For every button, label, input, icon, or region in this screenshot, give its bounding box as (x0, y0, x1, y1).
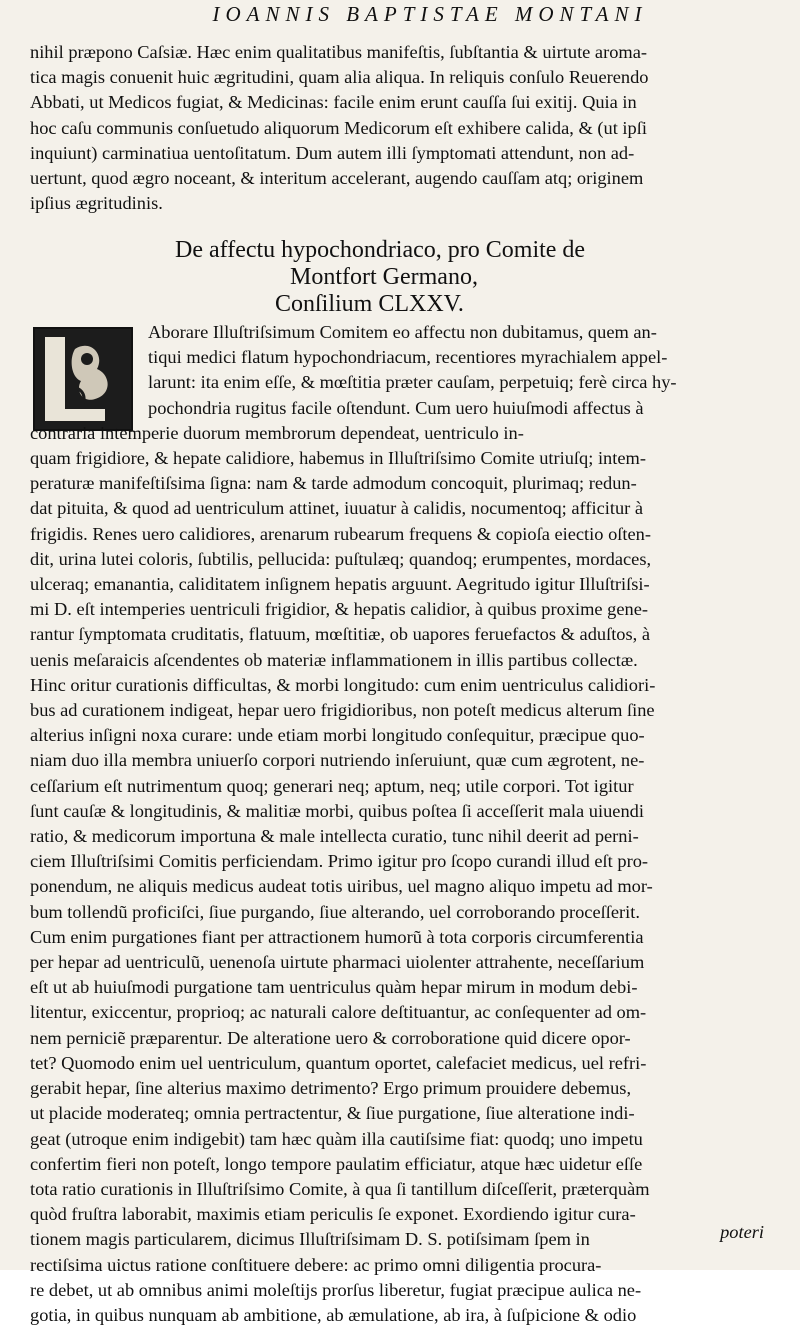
text-line: litentur, exiccentur, proprioq; ac naturali calore deſtituantur, ac conſequenter ad om- (30, 1002, 647, 1023)
text-line: dat pituita, & quod ad uentriculum attinet, iuuatur à calidis, nocumentoq; afficitur à (30, 498, 644, 519)
text-line: tota ratio curationis in Illuſtriſsimo Comite, à qua ſi tantillum diſceſſerit, præterquàm (30, 1178, 650, 1199)
text-line: uertunt, quod ægro noceant, & interitum accelerant, augendo cauſſam atq; originem (30, 168, 644, 189)
text-line: larunt: ita enim eſſe, & mœſtitia præter cauſam, perpetuiq; ferè circa hy- (148, 372, 677, 393)
text-line: ut placide moderateq; omnia pertractentur, & ſiue purgatione, ſiue alteratione indi- (30, 1103, 635, 1124)
text-line: re debet, ut ab omnibus animi moleſtijs prorſus liberetur, fugiat præcipue aulica ne- (30, 1279, 642, 1300)
text-line: dit, urina lutei coloris, ſubtilis, pellucida: puſtulæq; quandoq; erumpentes, mordaces, (30, 548, 652, 569)
text-line: tionem magis particularem, dicimus Illuſtriſsimam D. S. potiſsimam ſpem in (30, 1229, 590, 1250)
text-line: ulceraq; emanantia, caliditatem inſignem hepatis arguunt. Aegritudo igitur Illuſtriſsi- (30, 574, 650, 595)
text-line: rectiſsima uictus ratione conſtituere debere: ac primo omni diligentia procura- (30, 1254, 602, 1275)
paragraph-consilium-text (30, 320, 770, 1328)
text-line: frigidis. Renes uero calidiores, arenarum rubearum frequens & copioſa eiectio oſten- (30, 523, 651, 544)
text-line: tet? Quomodo enim uel uentriculum, quantum oportet, calefaciet medicus, uel refri- (30, 1052, 647, 1073)
text-line: ipſius ægritudinis. (30, 193, 163, 214)
text-line: Aborare Illuſtriſsimum Comitem eo affectu non dubitamus, quem an- (148, 322, 657, 342)
text-line: uenis meſaraicis aſcendentes ob materiæ inflammationem in illis partibus collectæ. (30, 649, 638, 670)
text-line: ponendum, ne aliquis medicus audeat totis uiribus, uel magno aliquo impetu ad mor- (30, 876, 653, 897)
text-line: Abbati, ut Medicos fugiat, & Medicinas: facile enim erunt cauſſa ſui exitij. Quia in (30, 92, 637, 113)
text-line: ciem Illuſtriſsimi Comitis perficiendam. Primo igitur pro ſcopo curandi illud eſt pro- (30, 851, 649, 872)
paragraph-previous-consilium (30, 40, 765, 216)
text-line: nihil præpono Caſsiæ. Hæc enim qualitatibus manifeſtis, ſubſtantia & uirtute aroma- (30, 42, 648, 62)
text-line: hoc caſu communis conſuetudo aliquorum Medicorum eſt exhibere calida, & (ut ipſi (30, 117, 647, 138)
text-line: ſunt cauſæ & longitudinis, & malitiæ morbi, quibus poſtea ſi acceſſerit mala uiuendi (30, 800, 644, 821)
text-line: alterius inſigni noxa curare: unde etiam morbi longitudo conſequitur, præcipue quo- (30, 725, 645, 746)
text-line: pochondria rugitus facile oſtendunt. Cum uero huiuſmodi affectus à (148, 397, 644, 418)
running-head: IOANNIS BAPTISTAE MONTANI (212, 2, 648, 26)
text-line: per hepar ad uentriculũ, uenenoſa uirtute pharmaci uiolenter attrahente, neceſſarium (30, 952, 645, 973)
text-line: tica magis conuenit huic ægritudini, quam alia aliqua. In reliquis conſulo Reuerendo (30, 67, 649, 88)
text-line: Hinc oritur curationis difficultas, & morbi longitudo: cum enim uentriculus calidiori- (30, 674, 656, 695)
catchword: poteri (720, 1222, 764, 1242)
text-line: confertim fieri non poteſt, longo tempore paulatim efficiatur, atque hæc uidetur eſſe (30, 1153, 643, 1174)
text-line: eſt ut ab huiuſmodi purgatione tam uentriculus quàm hepar mirum in modum debi- (30, 977, 638, 998)
text-line: nem perniciẽ præparentur. De alteratione uero & corroboratione quid dicere opor- (30, 1027, 631, 1048)
text-line: ceſſarium eſt nutrimentum quoq; generari neq; aptum, neq; utile corpori. Tot igitur (30, 775, 634, 796)
consilium-heading-line-3: Conſilium CLXXV. (275, 291, 464, 317)
text-line: inquiunt) carminatiua uentoſitatum. Dum autem illi ſymptomati attendunt, non ad- (30, 142, 635, 163)
text-line: peraturæ manifeſtiſsima ſigna: nam & tarde admodum concoquit, plurimaq; redun- (30, 473, 637, 494)
text-line: geat (utroque enim indigebit) tam hæc quàm illa cautiſsime fiat: quodq; uno impetu (30, 1128, 643, 1149)
text-line: mi D. eſt intemperies uentriculi frigidior, & hepatis calidior, à quibus proxime gene- (30, 599, 649, 620)
text-line: contraria intemperie duorum membrorum dependeat, uentriculo in- (30, 422, 524, 443)
text-line: ratio, & medicorum importuna & male intellecta curatio, tunc nihil deerit ad perni- (30, 826, 639, 847)
text-line: bum tollendũ proficiſci, ſiue purgando, ſiue alterando, uel corroborando proceſſerit. (30, 901, 640, 922)
text-line: rantur ſymptomata cruditatis, flatuum, mœſtitiæ, ob uapores feruefactos & aduſtos, à (30, 624, 651, 645)
consilium-heading-line-2: Montfort Germano, (290, 264, 478, 290)
text-line: Cum enim purgationes fiant per attractionem humorũ à tota corporis circumferentia (30, 926, 644, 947)
text-line: tiqui medici flatum hypochondriacum, recentiores myrachialem appel- (148, 347, 668, 368)
text-line: quòd fruſtra laborabit, maximis etiam periculis ſe exponet. Exordiendo igitur cura- (30, 1204, 636, 1225)
text-line: quam frigidiore, & hepate calidiore, habemus in Illuſtriſsimo Comite utriuſq; intem- (30, 448, 646, 469)
text-line: bus ad curationem indigeat, hepar uero frigidioribus, non poteſt medicus alterum ſine (30, 700, 655, 721)
consilium-heading-line-1: De affectu hypochondriaco, pro Comite de (175, 237, 586, 263)
text-line: niam duo illa membra uniuerſo corpori nutriendo inſeruiunt, quæ cum ægrotent, ne- (30, 750, 645, 771)
text-line: gotia, in quibus nunquam ab ambitione, ab æmulatione, ab ira, à ſuſpicione & odio (30, 1304, 637, 1325)
text-line: gerabit hepar, ſine alterius maximo detrimento? Ergo primum prouidere debemus, (30, 1078, 632, 1099)
